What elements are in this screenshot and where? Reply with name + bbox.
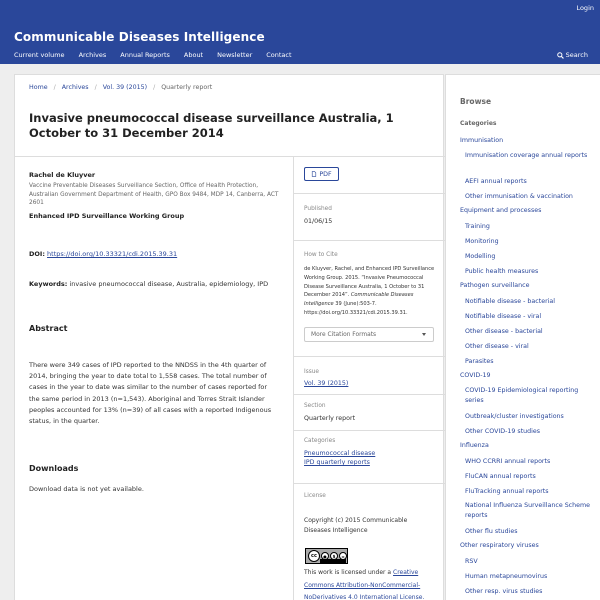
main-nav bbox=[14, 51, 292, 59]
categories-heading: Categories bbox=[460, 120, 497, 127]
breadcrumb-separator: / bbox=[94, 84, 97, 91]
subcategory-link[interactable]: Other disease - bacterial bbox=[465, 328, 543, 335]
abstract-text: There were 349 cases of IPD reported to the NNDSS in the 4th quarter of 2014, bringing the year to date total to 1,558 cases. The total number of cases in the year to date was similar to the number of cases reported for the same period in 2013 (n=1,543). Aboriginal and Torres Strait Islander peoples accounted for 13% (n=39) of all cases with a reported Indigenous status, in the quarter. bbox=[29, 361, 272, 426]
subcategory-link[interactable]: Modelling bbox=[465, 253, 496, 260]
subcategory-link[interactable]: Other immunisation & vaccination bbox=[465, 193, 573, 200]
subcategory-link[interactable]: Public health measures bbox=[465, 268, 539, 275]
subcategory-link[interactable]: Other flu studies bbox=[465, 528, 518, 535]
divider bbox=[294, 430, 445, 431]
pdf-label: PDF bbox=[319, 170, 332, 178]
nd-icon: = bbox=[339, 552, 347, 560]
published-date: 01/06/15 bbox=[304, 218, 333, 225]
subcategory-link[interactable]: Training bbox=[465, 223, 490, 230]
nav-contact[interactable]: Contact bbox=[266, 51, 292, 59]
subcategory-link[interactable]: AEFI annual reports bbox=[465, 178, 527, 185]
keywords bbox=[29, 280, 268, 288]
downloads-text: Download data is not yet available. bbox=[29, 485, 144, 493]
abstract-heading: Abstract bbox=[29, 324, 68, 333]
subcategory-link[interactable]: FluTracking annual reports bbox=[465, 488, 549, 495]
subcategory-link[interactable]: Parasites bbox=[465, 358, 494, 365]
categories-label: Categories bbox=[304, 438, 336, 444]
section-value: Quarterly report bbox=[304, 415, 356, 422]
search-icon bbox=[557, 52, 564, 59]
search-label: Search bbox=[565, 51, 588, 59]
license-description: This work is licensed under a Creative Commons Attribution-NonCommercial-NoDerivatives 4.0 International License. bbox=[304, 569, 425, 600]
category-immunisation[interactable]: Immunisation bbox=[460, 137, 504, 144]
category-link[interactable]: Pneumococcal disease bbox=[304, 450, 376, 457]
article-panel bbox=[14, 74, 444, 600]
divider bbox=[294, 394, 445, 395]
subcategory-link[interactable]: Notifiable disease - viral bbox=[465, 313, 542, 320]
nav-about[interactable]: About bbox=[183, 51, 204, 59]
breadcrumb-volume[interactable]: Vol. 39 (2015) bbox=[102, 84, 148, 91]
author-group: Enhanced IPD Surveillance Working Group bbox=[29, 211, 185, 220]
section-label: Section bbox=[304, 403, 326, 409]
citation-text: de Kluyver, Rachel, and Enhanced IPD Surveillance Working Group. 2015. “Invasive Pneumococcal Disease Surveillance Australia, 1 October to 31 December 2014”. Communicable Diseases Intelligence 39 (June):503-7. https://doi.org/10.33321/cdi.2015.39.31. bbox=[304, 266, 435, 316]
license-link[interactable]: Creative Commons Attribution-NonCommercial-NoDerivatives 4.0 International License. bbox=[304, 569, 425, 600]
file-icon bbox=[311, 171, 317, 177]
subcategory-link[interactable]: National Influenza Surveillance Scheme reports bbox=[465, 502, 591, 519]
search-link[interactable] bbox=[557, 51, 588, 59]
breadcrumb-separator: / bbox=[53, 84, 56, 91]
author-name: Rachel de Kluyver bbox=[29, 171, 96, 179]
issue-label: Issue bbox=[304, 369, 319, 375]
published-label: Published bbox=[304, 206, 332, 212]
category-pathogen[interactable]: Pathogen surveillance bbox=[460, 282, 530, 289]
subcategory-link[interactable]: Notifiable disease - bacterial bbox=[465, 298, 556, 305]
breadcrumb-home[interactable]: Home bbox=[29, 84, 48, 91]
subcategory-link[interactable]: Other COVID-19 studies bbox=[465, 428, 541, 435]
license-label: License bbox=[304, 493, 326, 499]
nav-annual-reports[interactable]: Annual Reports bbox=[120, 51, 170, 59]
subcategory-link[interactable]: Human metapneumovirus bbox=[465, 573, 548, 580]
issue-link[interactable]: Vol. 39 (2015) bbox=[304, 380, 349, 387]
how-to-cite-label: How to Cite bbox=[304, 252, 338, 258]
citation-formats-label: More Citation Formats bbox=[311, 331, 377, 338]
divider bbox=[294, 483, 445, 484]
subcategory-link[interactable]: Outbreak/cluster investigations bbox=[465, 413, 564, 420]
keywords-value: invasive pneumococcal disease, Australia, epidemiology, IPD bbox=[69, 280, 269, 288]
divider bbox=[15, 156, 445, 157]
pdf-button[interactable] bbox=[304, 167, 339, 181]
breadcrumb-current: Quarterly report bbox=[161, 84, 213, 91]
cc-license-badge[interactable] bbox=[305, 548, 348, 564]
subcategory-link[interactable]: FluCAN annual reports bbox=[465, 473, 536, 480]
breadcrumb-archives[interactable]: Archives bbox=[61, 84, 89, 91]
badge-strip bbox=[320, 559, 346, 563]
breadcrumb bbox=[29, 84, 212, 91]
article-title: Invasive pneumococcal disease surveillance Australia, 1 October to 31 December 2014 bbox=[29, 111, 394, 140]
by-icon: ● bbox=[321, 552, 329, 560]
doi-link[interactable]: https://doi.org/10.33321/cdi.2015.39.31 bbox=[47, 250, 178, 258]
login-link[interactable]: Login bbox=[576, 4, 594, 12]
cc-icon: cc bbox=[308, 550, 320, 562]
nav-newsletter[interactable]: Newsletter bbox=[217, 51, 253, 59]
site-title[interactable]: Communicable Diseases Intelligence bbox=[14, 30, 265, 44]
doi bbox=[29, 250, 177, 258]
subcategory-link[interactable]: Monitoring bbox=[465, 238, 499, 245]
category-influenza[interactable]: Influenza bbox=[460, 442, 489, 449]
divider bbox=[293, 156, 294, 600]
breadcrumb-separator: / bbox=[153, 84, 156, 91]
category-covid[interactable]: COVID-19 bbox=[460, 372, 491, 379]
divider bbox=[294, 193, 445, 194]
doi-label: DOI: bbox=[29, 250, 45, 258]
nc-icon: $ bbox=[330, 552, 338, 560]
keywords-label: Keywords: bbox=[29, 280, 68, 288]
subcategory-link[interactable]: Other disease - viral bbox=[465, 343, 529, 350]
category-equipment[interactable]: Equipment and processes bbox=[460, 207, 542, 214]
subcategory-link[interactable]: Other resp. virus studies bbox=[465, 588, 543, 595]
divider bbox=[294, 356, 445, 357]
subcategory-link[interactable]: COVID-19 Epidemiological reporting series bbox=[465, 387, 579, 404]
subcategory-link[interactable]: Immunisation coverage annual reports bbox=[465, 152, 588, 159]
copyright-text: Copyright (c) 2015 Communicable Diseases Intelligence bbox=[304, 517, 408, 534]
site-header bbox=[0, 0, 600, 64]
subcategory-link[interactable]: WHO CCRRI annual reports bbox=[465, 458, 551, 465]
nav-archives[interactable]: Archives bbox=[78, 51, 107, 59]
nav-current-volume[interactable]: Current volume bbox=[14, 51, 65, 59]
author-affiliation: Vaccine Preventable Diseases Surveillance Section, Office of Health Protection, Australian Government Department of Health, GPO Box 9484, MDP 14, Canberra, ACT 2601 bbox=[29, 183, 279, 206]
downloads-heading: Downloads bbox=[29, 464, 79, 473]
article-main-entry bbox=[29, 171, 284, 220]
category-respiratory[interactable]: Other respiratory viruses bbox=[460, 542, 539, 549]
browse-heading: Browse bbox=[460, 97, 492, 106]
divider bbox=[294, 240, 445, 241]
category-link[interactable]: IPD quarterly reports bbox=[304, 459, 370, 466]
sidebar bbox=[445, 74, 600, 600]
chevron-down-icon bbox=[422, 333, 426, 336]
citation-formats-dropdown[interactable] bbox=[304, 327, 434, 342]
subcategory-link[interactable]: RSV bbox=[465, 558, 478, 565]
